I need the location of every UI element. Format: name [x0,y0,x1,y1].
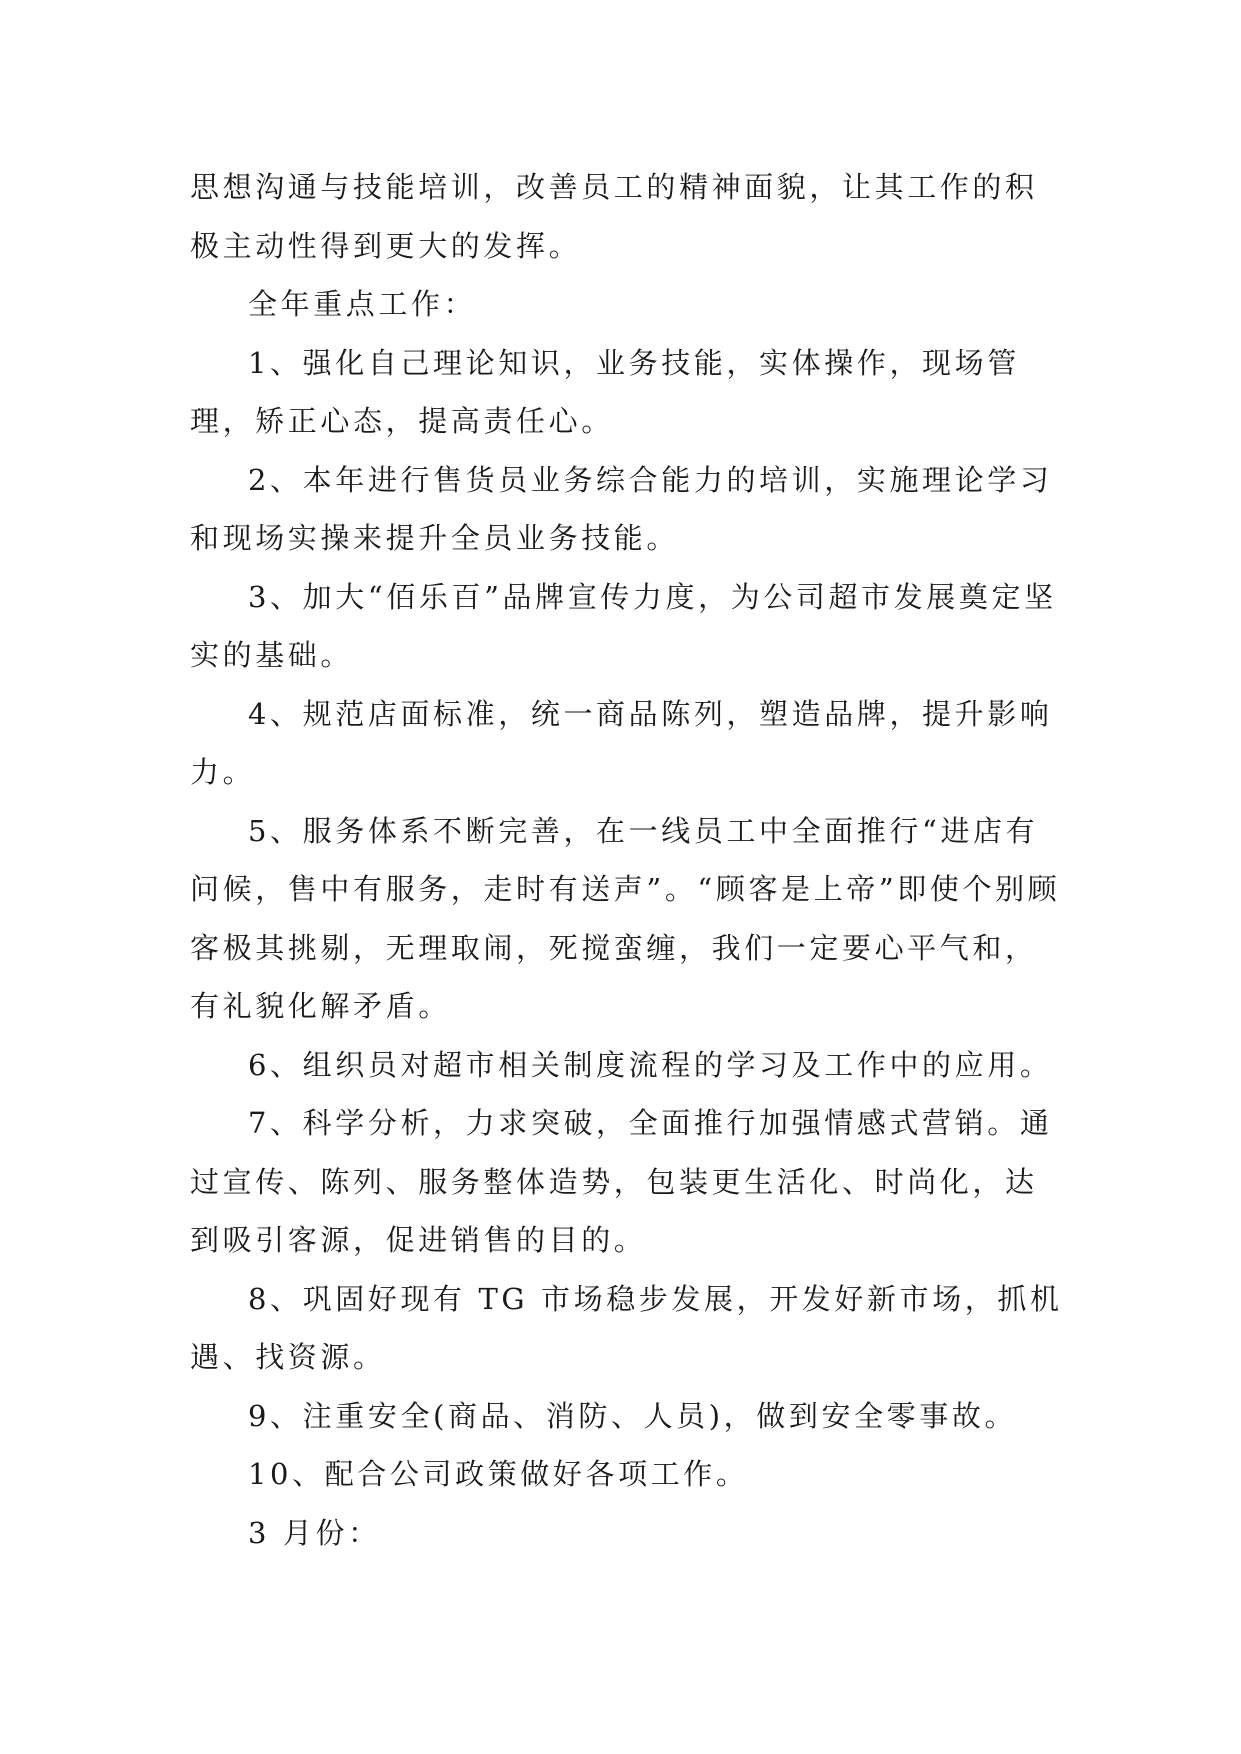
paragraph-continuation: 思想沟通与技能培训，改善员工的精神面貌，让其工作的积极主动性得到更大的发挥。 [190,170,1038,263]
document-body [190,158,1070,1562]
list-item-1: 1、强化自己理论知识，业务技能，实体操作，现场管理，矫正心态，提高责任心。 [190,345,1020,438]
list-item-2: 2、本年进行售货员业务综合能力的培训，实施理论学习和现场实操来提升全员业务技能。 [190,462,1053,555]
list-item-8: 8、巩固好现有 TG 市场稳步发展，开发好新市场，抓机遇、找资源。 [190,1281,1063,1374]
section-heading-march: 3 月份： [248,1515,381,1550]
section-heading-annual-key-work: 全年重点工作： [248,287,477,321]
list-item-7: 7、科学分析，力求突破，全面推行加强情感式营销。通过宣传、陈列、服务整体造势，包装更生活化、时尚化，达到吸引客源，促进销售的目的。 [190,1106,1053,1257]
list-item-9: 9、注重安全(商品、消防、人员)，做到安全零事故。 [248,1398,1018,1433]
list-item-4: 4、规范店面标准，统一商品陈列，塑造品牌，提升影响力。 [190,696,1053,789]
list-item-6: 6、组织员对超市相关制度流程的学习及工作中的应用。 [248,1047,1053,1082]
list-item-5: 5、服务体系不断完善，在一线员工中全面推行“进店有问候，售中有服务，走时有送声”。“顾客是上帝”即使个别顾客极其挑剔，无理取闹，死搅蛮缠，我们一定要心平气和，有礼貌化解矛盾。 [190,813,1061,1023]
list-item-10: 10、配合公司政策做好各项工作。 [248,1457,749,1491]
list-item-3: 3、加大“佰乐百”品牌宣传力度，为公司超市发展奠定坚实的基础。 [190,579,1057,672]
